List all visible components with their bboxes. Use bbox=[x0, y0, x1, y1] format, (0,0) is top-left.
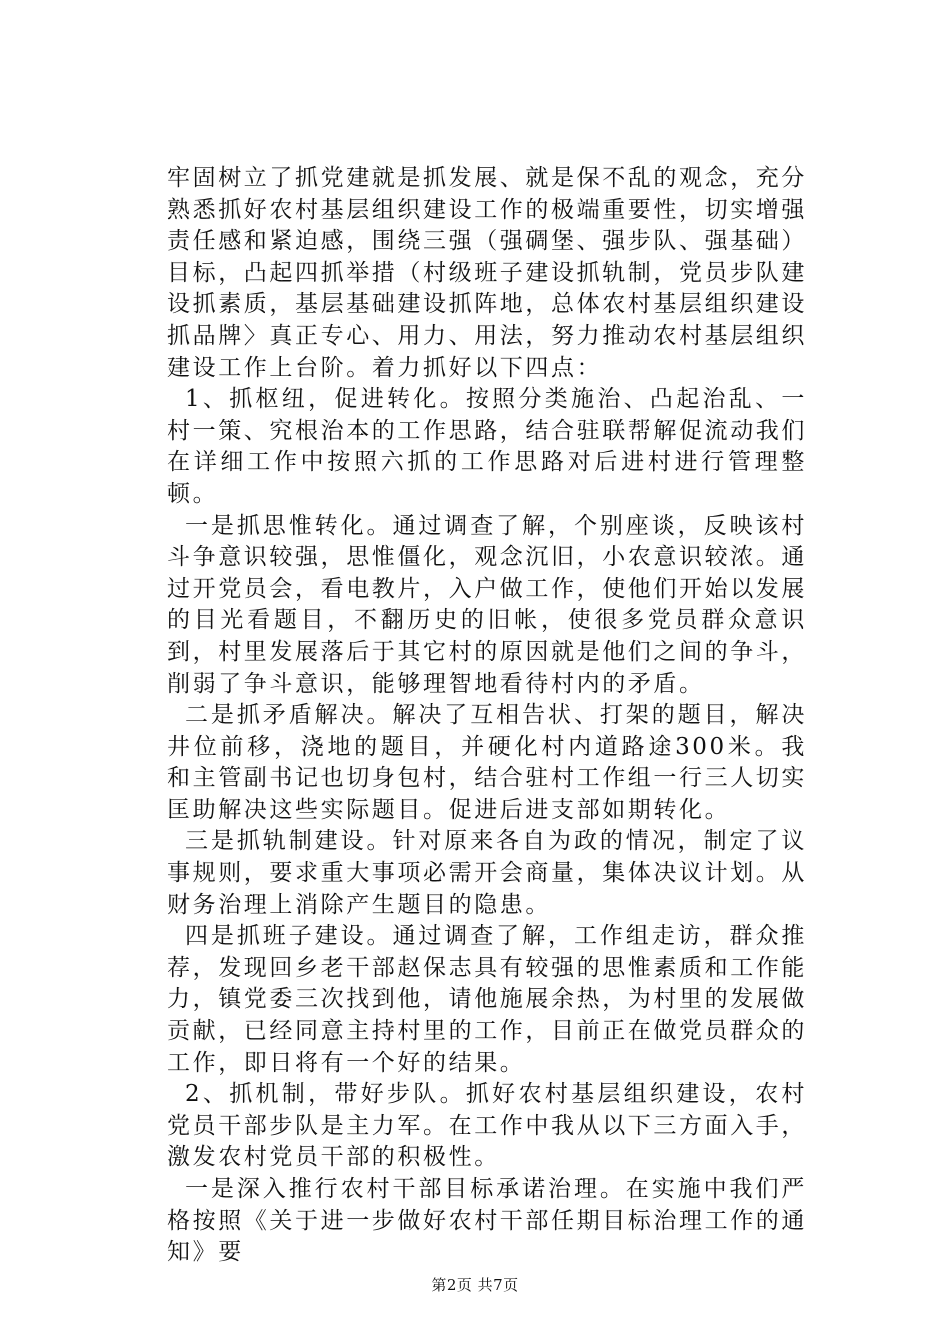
paragraph-item-1-2: 二是抓矛盾解决。解决了互相告状、打架的题目，解决井位前移，浇地的题目，并硬化村内道路途300米。我和主管副书记也切身包村，结合驻村工作组一行三人切实匡助解决这些实际题目。促进后进支部如期转化。 bbox=[167, 702, 807, 823]
paragraph-item-2: 2、抓机制，带好步队。抓好农村基层组织建设，农村党员干部步队是主力军。在工作中我从以下三方面入手，激发农村党员干部的积极性。 bbox=[167, 1081, 807, 1171]
paragraph-item-1: 1、抓枢纽，促进转化。按照分类施治、凸起治乱、一村一策、究根治本的工作思路，结合驻联帮解促流动我们在详细工作中按照六抓的工作思路对后进村进行管理整顿。 bbox=[167, 386, 807, 507]
paragraph-item-1-4: 四是抓班子建设。通过调查了解，工作组走访，群众推荐，发现回乡老干部赵保志具有较强的思惟素质和工作能力，镇党委三次找到他，请他施展余热，为村里的发展做贡献，已经同意主持村里的工作，目前正在做党员群众的工作，即日将有一个好的结果。 bbox=[167, 923, 807, 1076]
document-body bbox=[167, 163, 807, 1269]
paragraph-item-1-3: 三是抓轨制建设。针对原来各自为政的情况，制定了议事规则，要求重大事项必需开会商量，集体决议计划。从财务治理上消除产生题目的隐患。 bbox=[167, 828, 807, 918]
page-footer bbox=[0, 1274, 950, 1295]
paragraph-intro: 牢固树立了抓党建就是抓发展、就是保不乱的观念，充分熟悉抓好农村基层组织建设工作的极端重要性，切实增强责任感和紧迫感，围绕三强（强碉堡、强步队、强基础）目标，凸起四抓举措（村级班子建设抓轨制，党员步队建设抓素质，基层基础建设抓阵地，总体农村基层组织建设抓品牌〉真正专心、用力、用法，努力推动农村基层组织建设工作上台阶。着力抓好以下四点： bbox=[167, 165, 807, 381]
paragraph-item-1-1: 一是抓思惟转化。通过调查了解，个别座谈，反映该村斗争意识较强，思惟僵化，观念沉旧，小农意识较浓。通过开党员会，看电教片，入户做工作，使他们开始以发展的目光看题目，不翻历史的旧帐，使很多党员群众意识到，村里发展落后于其它村的原因就是他们之间的争斗，削弱了争斗意识，能够理智地看待村内的矛盾。 bbox=[167, 512, 807, 697]
paragraph-item-2-1: 一是深入推行农村干部目标承诺治理。在实施中我们严格按照《关于进一步做好农村干部任期目标治理工作的通知》要 bbox=[167, 1176, 807, 1266]
page-indicator: 第2页 共7页 bbox=[431, 1276, 519, 1294]
